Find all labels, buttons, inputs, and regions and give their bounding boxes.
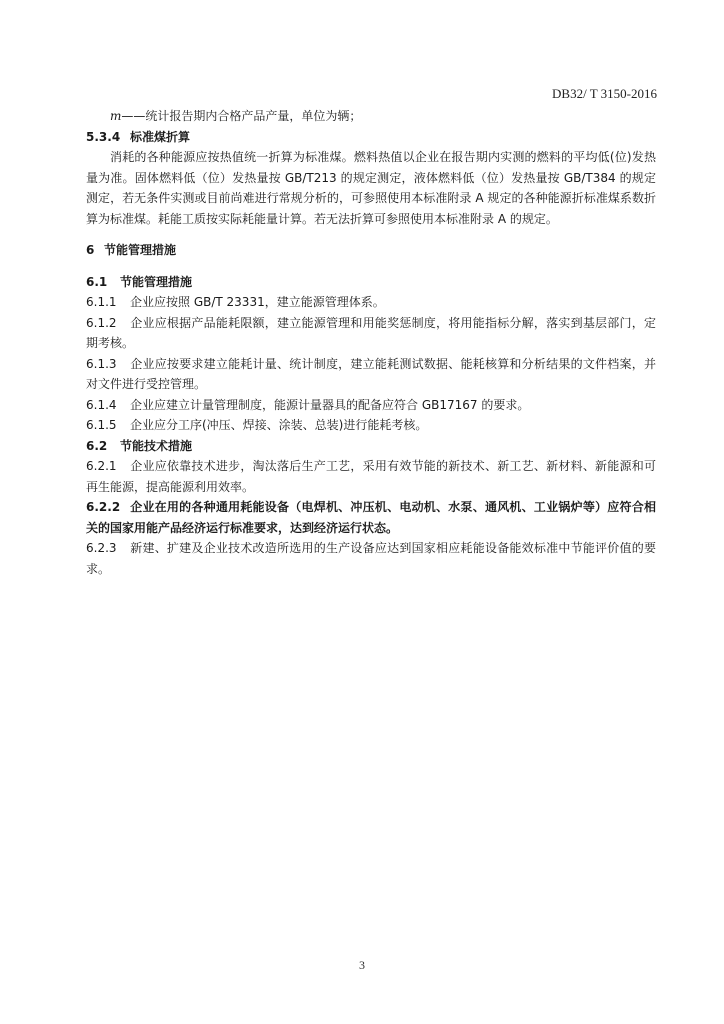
- section-number: 6: [86, 243, 95, 257]
- section-number: 6.2: [86, 438, 108, 453]
- clause-6-2-2: [86, 497, 656, 538]
- page-number: 3: [359, 958, 365, 972]
- clause-number: 6.1.5: [86, 418, 117, 432]
- section-title: 节能管理措施: [104, 243, 177, 257]
- clause-6-1-2: [86, 313, 656, 354]
- variable-definition-m: [86, 106, 656, 127]
- clause-text: 企业应依靠技术进步，淘汰落后生产工艺，采用有效节能的新技术、新工艺、新材料、新能源和可再生能源，提高能源利用效率。: [86, 459, 656, 494]
- section-6-1-heading: [86, 272, 656, 293]
- clause-text: 企业在用的各种通用耗能设备（电焊机、冲压机、电动机、水泵、通风机、工业锅炉等）应符合相关的国家用能产品经济运行标准要求，达到经济运行状态。: [86, 500, 656, 535]
- section-5-3-4-text: 消耗的各种能源应按热值统一折算为标准煤。燃料热值以企业在报告期内实测的燃料的平均低(位)发热量为准。固体燃料低（位）发热量按 GB/T213 的规定测定，液体燃料低（位）发热量按 GB/T384 的规定测定，若无条件实测或目前尚难进行常规分析的，可参照使用本标准附录 A 规定的各种能源折标准煤系数折算为标准煤。耗能工质按实际耗能量计算。若无法折算可参照使用本标准附录 A 的规定。: [86, 150, 656, 226]
- variable-m: m: [110, 109, 122, 123]
- clause-number: 6.2.1: [86, 459, 117, 473]
- section-title: 标准煤折算: [130, 129, 191, 144]
- clause-number: 6.1.3: [86, 356, 117, 371]
- clause-number: 6.2.2: [86, 500, 121, 514]
- clause-6-2-3: [86, 538, 656, 579]
- section-title: 节能管理措施: [120, 274, 193, 289]
- clause-6-1-4: [86, 395, 656, 416]
- clause-6-1-5: [86, 415, 656, 436]
- clause-text: 新建、扩建及企业技术改造所选用的生产设备应达到国家相应耗能设备能效标准中节能评价值的要求。: [86, 541, 656, 576]
- clause-text: 企业应根据产品能耗限额，建立能源管理和用能奖惩制度，将用能指标分解，落实到基层部门，定期考核。: [86, 315, 656, 350]
- section-6-heading: [86, 240, 656, 261]
- clause-text: 企业应按照 GB/T 23331，建立能源管理体系。: [130, 295, 385, 309]
- clause-number: 6.1.2: [86, 315, 117, 330]
- clause-text: 企业应分工序(冲压、焊接、涂装、总装)进行能耗考核。: [130, 418, 428, 432]
- section-5-3-4-heading: [86, 127, 656, 148]
- clause-number: 6.1.1: [86, 295, 117, 309]
- clause-6-1-3: [86, 354, 656, 395]
- section-number: 5.3.4: [86, 129, 121, 144]
- clause-number: 6.1.4: [86, 397, 117, 412]
- clause-6-2-1: [86, 456, 656, 497]
- section-6-2-heading: [86, 436, 656, 457]
- section-number: 6.1: [86, 274, 108, 289]
- clause-text: 企业应按要求建立能耗计量、统计制度，建立能耗测试数据、能耗核算和分析结果的文件档案，并对文件进行受控管理。: [86, 356, 656, 391]
- section-title: 节能技术措施: [120, 438, 193, 453]
- document-header-code: DB32/ T 3150-2016: [552, 86, 657, 101]
- variable-m-definition: ——统计报告期内合格产品产量，单位为辆；: [121, 109, 362, 123]
- clause-text: 企业应建立计量管理制度，能源计量器具的配备应符合 GB17167 的要求。: [130, 397, 530, 412]
- document-body: [86, 106, 656, 579]
- clause-6-1-1: [86, 292, 656, 313]
- clause-number: 6.2.3: [86, 541, 117, 555]
